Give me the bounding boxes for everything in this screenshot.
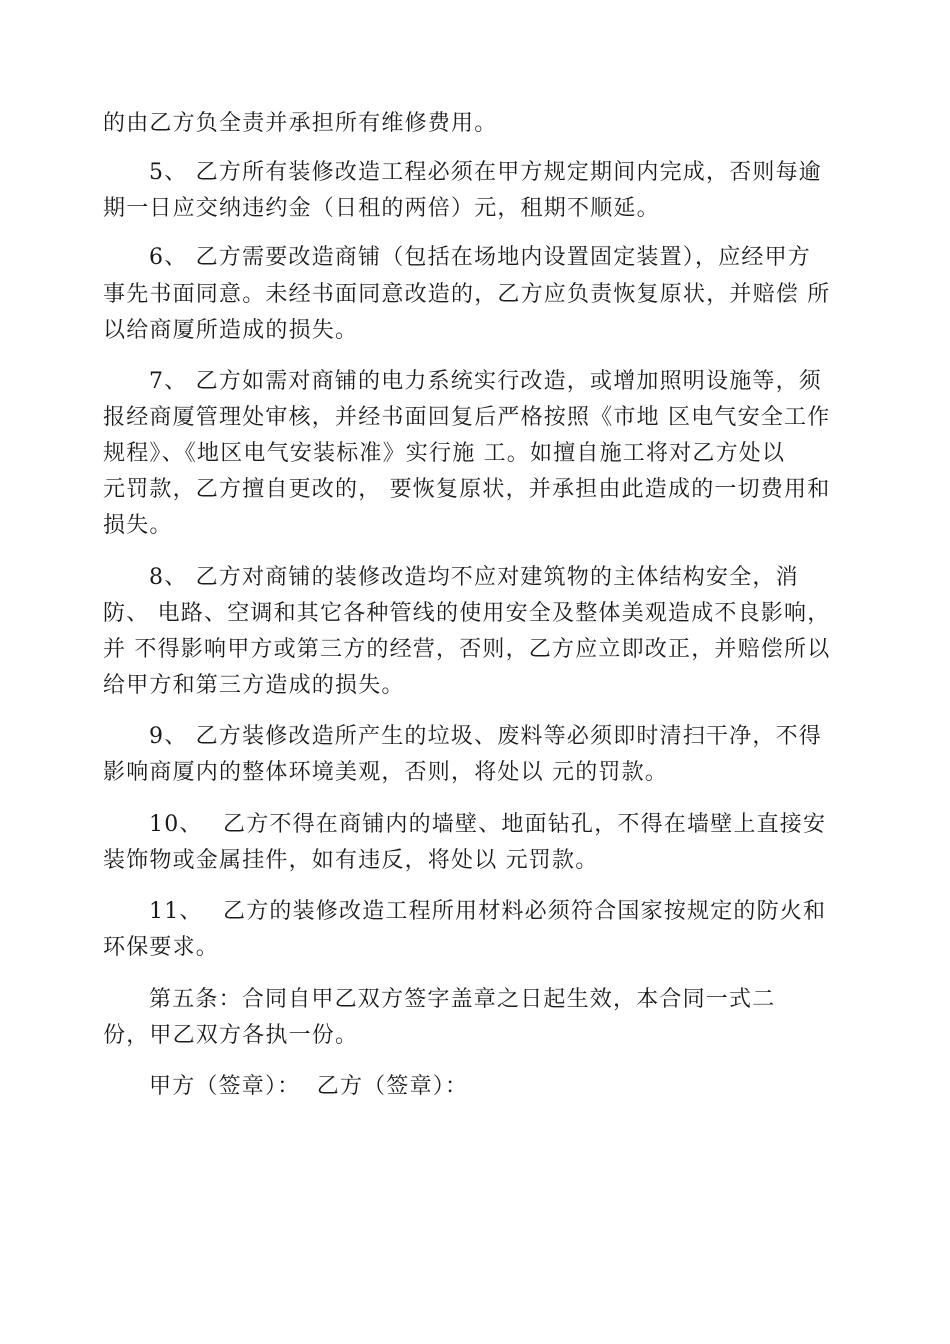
clause-9-line-1: 9、 乙方装修改造所产生的垃圾、废料等必须即时清扫干净，不得 (149, 724, 822, 749)
clause-7-line-2: 报经商厦管理处审核，并经书面回复后严格按照《市地 区电气安全工作 (103, 405, 831, 430)
clause-10-line-2: 装饰物或金属挂件，如有违反，将处以 元罚款。 (103, 848, 599, 873)
clause-10-line-1: 10、 乙方不得在商铺内的墙壁、地面钻孔，不得在墙壁上直接安 (149, 812, 827, 837)
article-5-line-1: 第五条：合同自甲乙双方签字盖章之日起生效，本合同一式二 (149, 987, 776, 1012)
clause-11-line-1: 11、 乙方的装修改造工程所用材料必须符合国家按规定的防火和 (149, 899, 827, 924)
clause-8-line-1: 8、 乙方对商铺的装修改造均不应对建筑物的主体结构安全，消 (149, 565, 799, 590)
clause-8-line-3: 并 不得影响甲方或第三方的经营，否则，乙方应立即改正，并赔偿所以 (103, 637, 831, 662)
clause-7-line-5: 损失。 (103, 513, 173, 538)
clause-11-line-2: 环保要求。 (103, 935, 220, 960)
clause-6-line-3: 以给商厦所造成的损失。 (103, 318, 359, 343)
clause-7-line-3: 规程》、《地区电气安装标准》实行施 工。如擅自施工将对乙方处以 (103, 441, 786, 466)
text-line: 的由乙方负全责并承担所有维修费用。 (103, 111, 498, 136)
signature-line: 甲方（签章）： 乙方（签章）： (149, 1074, 469, 1099)
clause-7-line-4: 元罚款，乙方擅自更改的， 要恢复原状，并承担由此造成的一切费用和 (103, 477, 831, 502)
clause-7-line-1: 7、 乙方如需对商铺的电力系统实行改造，或增加照明设施等，须 (149, 369, 822, 394)
clause-6-line-1: 6、 乙方需要改造商铺（包括在场地内设置固定装置），应经甲方 (149, 245, 811, 270)
clause-5-line-1: 5、 乙方所有装修改造工程必须在甲方规定期间内完成，否则每逾 (149, 160, 822, 185)
clause-5-line-2: 期一日应交纳违约金（日租的两倍）元，租期不顺延。 (103, 196, 660, 221)
clause-8-line-2: 防、 电路、空调和其它各种管线的使用安全及整体美观造成不良影响， (103, 601, 831, 626)
clause-6-line-2: 事先书面同意。未经书面同意改造的，乙方应负责恢复原状，并赔偿 所 (103, 282, 831, 307)
clause-8-line-4: 给甲方和第三方造成的损失。 (103, 673, 405, 698)
clause-9-line-2: 影响商厦内的整体环境美观，否则，将处以 元的罚款。 (103, 760, 668, 785)
article-5-line-2: 份，甲乙双方各执一份。 (103, 1023, 359, 1048)
